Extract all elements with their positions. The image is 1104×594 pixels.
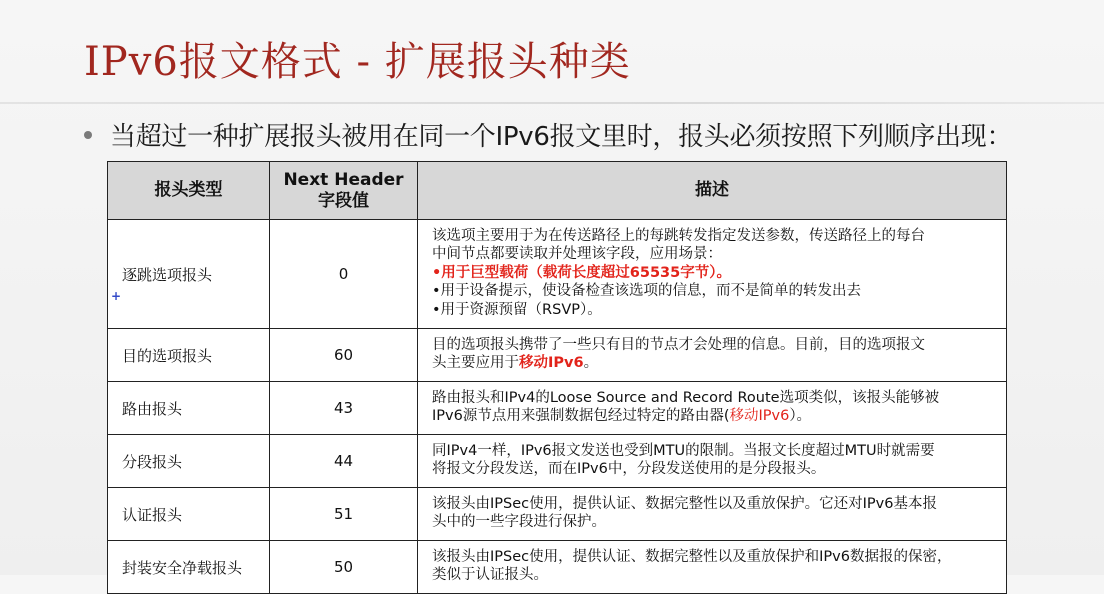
table-row: [108, 435, 1007, 488]
row-name: 路由报头: [108, 382, 270, 435]
table-row: [108, 541, 1007, 594]
desc-text: IPv6源节点用来强制数据包经过特定的路由器(: [432, 408, 730, 424]
header-type: 报头类型: [108, 162, 270, 220]
desc-line: 该报头由IPSec使用，提供认证、数据完整性以及重放保护和IPv6数据报的保密，: [432, 548, 952, 565]
row-name: 目的选项报头: [108, 329, 270, 382]
desc-highlight: 移动IPv6: [519, 355, 584, 371]
bullet-item: [84, 116, 1012, 153]
row-desc: [418, 541, 1007, 594]
row-desc: [418, 382, 1007, 435]
desc-text: 头主要应用于: [432, 355, 519, 371]
desc-highlight: 移动IPv6: [729, 408, 790, 424]
row-value: 51: [270, 488, 418, 541]
row-name: 分段报头: [108, 435, 270, 488]
title-divider: [0, 102, 1104, 104]
table-row: [108, 488, 1007, 541]
row-desc: [418, 435, 1007, 488]
row-value: 44: [270, 435, 418, 488]
table-row: [108, 220, 1007, 329]
desc-line: 该选项主要用于为在传送路径上的每跳转发指定发送参数，传送路径上的每台: [432, 227, 925, 244]
desc-line: 路由报头和IPv4的Loose Source and Record Route选项类似，该报头能够被: [432, 389, 940, 406]
desc-line: 类似于认证报头。: [432, 567, 548, 583]
row-value: 0: [270, 220, 418, 329]
row-value: 60: [270, 329, 418, 382]
row-name: 封装安全净载报头: [108, 541, 270, 594]
row-value: 43: [270, 382, 418, 435]
table-header-row: [108, 162, 1007, 220]
row-desc: [418, 329, 1007, 382]
plus-icon: +: [111, 289, 122, 303]
header-next-header-line2: 字段值: [318, 190, 369, 211]
desc-line: [432, 407, 994, 426]
header-next-header-line1: Next Header: [283, 169, 404, 190]
row-name: 认证报头: [108, 488, 270, 541]
desc-line: •用于资源预留（RSVP）。: [432, 301, 602, 318]
row-value: 50: [270, 541, 418, 594]
header-desc: 描述: [418, 162, 1007, 220]
bullet-text: 当超过一种扩展报头被用在同一个IPv6报文里时，报头必须按照下列顺序出现：: [110, 122, 1013, 152]
bullet-dot-icon: [84, 131, 92, 139]
desc-line: 目的选项报头携带了一些只有目的节点才会处理的信息。目前，目的选项报文: [432, 336, 925, 353]
desc-line-highlight: •用于巨型载荷（载荷长度超过65535字节）。: [432, 264, 731, 281]
desc-text: ）。: [789, 408, 812, 424]
desc-line: 将报文分段发送，而在IPv6中，分段发送使用的是分段报头。: [432, 461, 826, 477]
table-row: [108, 382, 1007, 435]
slide-title: IPv6报文格式 - 扩展报头种类: [84, 39, 631, 85]
header-next-header: [270, 162, 418, 220]
row-desc: [418, 488, 1007, 541]
row-name: 逐跳选项报头: [108, 220, 270, 329]
extension-header-table: [107, 161, 1007, 594]
desc-line: •用于设备提示，使设备检查该选项的信息，而不是简单的转发出去: [432, 283, 862, 300]
desc-line: 同IPv4一样，IPv6报文发送也受到MTU的限制。当报文长度超过MTU时就需要: [432, 442, 935, 459]
desc-text: 。: [583, 355, 599, 371]
table-row: [108, 329, 1007, 382]
desc-line: [432, 354, 994, 373]
row-desc: [418, 220, 1007, 329]
desc-line: 该报头由IPSec使用，提供认证、数据完整性以及重放保护。它还对IPv6基本报: [432, 495, 937, 512]
desc-line: 中间节点都要读取并处理该字段，应用场景：: [432, 246, 722, 263]
desc-line: 头中的一些字段进行保护。: [432, 514, 606, 530]
